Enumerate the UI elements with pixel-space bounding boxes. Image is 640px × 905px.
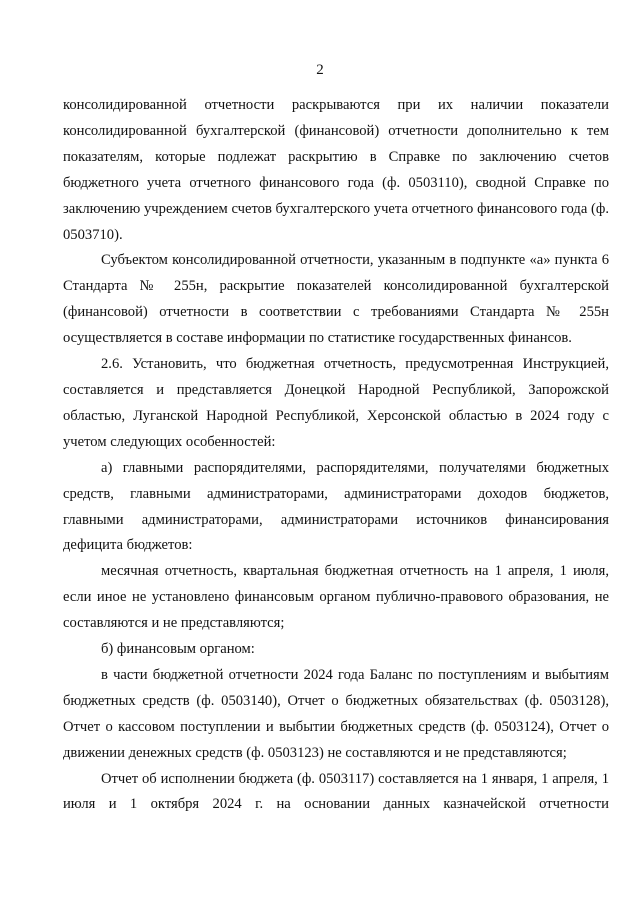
paragraph: а) главными распорядителями, распорядителями, получателями бюджетных средств, главными администраторами, администраторами доходов бюджетов, главными администраторами, администраторами источников финансирования дефицита бюджетов: xyxy=(63,459,609,554)
paragraph: б) финансовым органом: xyxy=(101,641,255,658)
paragraph: в части бюджетной отчетности 2024 года Баланс по поступлениям и выбытиям бюджетных средств (ф. 0503140), Отчет о бюджетных обязательствах (ф. 0503128), Отчет о кассовом поступлении и выбытии бюджетных средств (ф. 0503124), Отчет о движении денежных средств (ф. 0503123) не составляются и не представляются; xyxy=(63,666,609,761)
paragraph: консолидированной отчетности раскрываются при их наличии показатели консолидированной бухгалтерской (финансовой) отчетности дополнительно к тем показателям, которые подлежат раскрытию в Справке по заключению счетов бюджетного учета отчетного финансового года (ф. 0503110), сводной Справке по заключению учреждением счетов бухгалтерского учета отчетного финансового года (ф. 0503710). xyxy=(63,97,609,243)
paragraph: месячная отчетность, квартальная бюджетная отчетность на 1 апреля, 1 июля, если иное не установлено финансовым органом публично-правового образования, не составляются и не представляются; xyxy=(63,563,609,632)
paragraph: Отчет об исполнении бюджета (ф. 0503117) составляется на 1 января, 1 апреля, 1 июля и 1 октября 2024 г. на основании данных казначейской отчетности xyxy=(63,770,609,813)
paragraph: 2.6. Установить, что бюджетная отчетность, предусмотренная Инструкцией, составляется и представляется Донецкой Народной Республикой, Запорожской областью, Луганской Народной Республикой, Херсонской областью в 2024 году с учетом следующих особенностей: xyxy=(63,356,609,450)
page-number: 2 xyxy=(316,62,324,78)
document-body xyxy=(63,93,609,818)
paragraph: Субъектом консолидированной отчетности, указанным в подпункте «а» пункта 6 Стандарта № 255н, раскрытие показателей консолидированной бухгалтерской (финансовой) отчетности в соответствии с требованиями Стандарта № 255н осуществляется в составе информации по статистике государственных финансов. xyxy=(63,252,609,347)
